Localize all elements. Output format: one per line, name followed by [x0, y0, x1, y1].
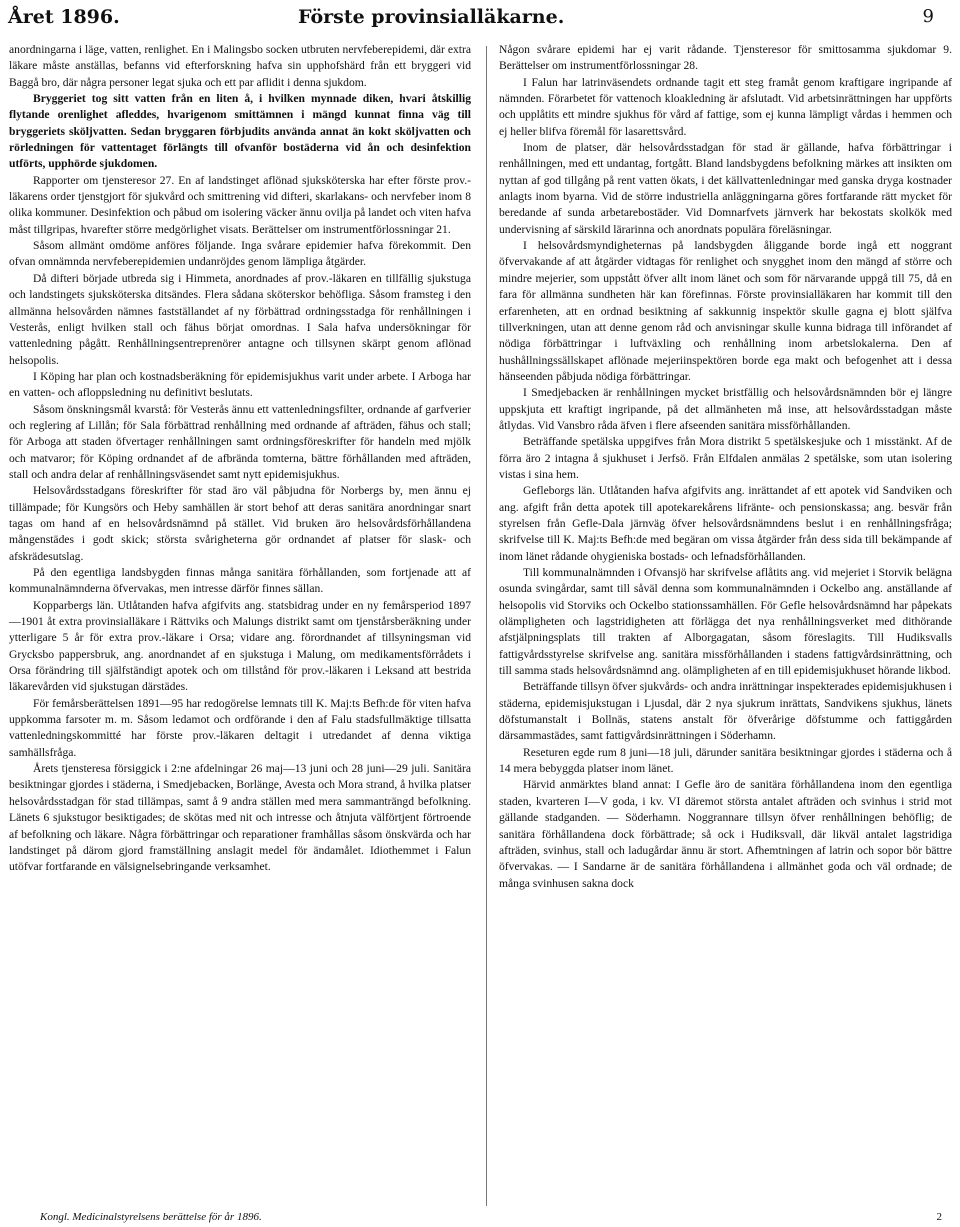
paragraph: Beträffande tillsyn öfver sjukvårds- och andra inrättningar inspekterades epidemisjukhusen i städerna, epidemisjukstugan i Ljusdal, där 2 nya sjukrum inrättats, Sandvikens sjukhus, länets döfstumanstalt i Bollnäs, statens anstalt för öfverårige döfstumme och fattiggården därsammastädes, samt fattigvårdsinrättningen i Söderhamn. — [499, 680, 952, 743]
paragraph: Gefleborgs län. Utlåtanden hafva afgifvits ang. inrättandet af ett apotek vid Sandviken och ang. afgift från detta apotek till apotekarekårens lifränte- och pensionskassa; ang. besvär från styrelsen från Gefle-Dala järnväg öfver helsovårdsnämndens beslut i en renhållningsfråga; skrifvelse till K. Maj:ts Befh:de med begäran om vissa åtgärder från dess sida till bekämpande af inom länet rådande ohygieniska bostads- och lefnadsförhållanden. — [499, 484, 952, 563]
left-column — [9, 42, 471, 876]
paragraph: På den egentliga landsbygden finnas många sanitära förhållanden, som fortjenade att af kommunalnämnderna öfvervakas, men intresse därför finnes sällan. — [9, 566, 471, 596]
footer-number: 2 — [936, 1211, 942, 1223]
footer-text: Kongl. Medicinalstyrelsens berättelse för år 1896. — [40, 1211, 262, 1223]
paragraph: I helsovårdsmyndigheternas på landsbygden åliggande borde ingå ett noggrant öfvervakande af att åtgärder vidtagas för renlighet och snygghet inom den mängd af större och mindre mejerier, som uppstått öfver allt inom länet och som för närvarande uppgå till 75, då en fara för allmänna sundheten här kan förefinnas. Förste provinsialläkaren har kommit till den erfarenheten, att en ordnad besiktning af sakkunnig inspektör skulle gagna ej blott själfva tillverkningen, utan att denne genom råd och anvisningar skulle kunna bidraga till införandet af nödiga förbättringar i luftväxling och renhållning inom arbetslokalerna. Den af hushållningssällskapet aflönade mejeriinspektören borde ega makt och befogenhet att i dessa hänseenden påbjuda nödiga förbättringar. — [499, 239, 952, 383]
page-number: 9 — [922, 6, 934, 27]
paragraph: Såsom allmänt omdöme anföres följande. Inga svårare epidemier hafva förekommit. Den ofvan omnämnda nervfeberepidemien undanröjdes genom lämpliga åtgärder. — [9, 239, 471, 269]
paragraph: anordningarna i läge, vatten, renlighet. En i Malingsbo socken utbruten nervfeberepidemi, där extra läkare måste anställas, befanns vid efterforskning hafva sin upphofshärd från ett bryggeri vid Baggå bro, där några personer legat sjuka och ett par aflidit i denna sjukdom. — [9, 43, 471, 89]
paragraph: Reseturen egde rum 8 juni—18 juli, därunder sanitära besiktningar gjordes i städerna och å 14 mera bebyggda platser inom länet. — [499, 745, 952, 776]
page-header — [8, 6, 952, 36]
page-footer — [40, 1211, 942, 1223]
column-divider — [486, 46, 487, 1206]
paragraph: Årets tjensteresa försiggick i 2:ne afdelningar 26 maj—13 juni och 28 juni—29 juli. Sanitära besiktningar gjordes i städerna, i Smedjebacken, Borlänge, Avesta och Mora strand, å hvilka platser helsovårdsstadgan för stad tillämpas, samt å 9 andra ställen med mera sammanträngd befolkning. Länets 6 sjukstugor besiktigades; de skötas med nit och intresse och åtnjuta välförtjent förtroende af befolkning och läkare. Några förbättringar och reparationer framhållas såsom önskvärda och har landstinget på därom gjord framställning anslagit medel för ändamålet. Idiothemmet i Falun utöfvar fortfarande en välsignelsebringande verksamhet. — [9, 762, 471, 874]
paragraph: Härvid anmärktes bland annat: I Gefle äro de sanitära förhållandena inom den egentliga staden, kvarteren I—V goda, i kv. VI däremot största antalet afträden och svinhus i strid mot gällande stadganden. — Söderhamn. Noggrannare tillsyn öfver renhållningen behöflig; de sanitära förhållandena dock förbättrade; så ock i Hudiksvall, där likväl antalet lagstridiga afträden, svinhus, stall och ladugårdar ännu är stort. Afhemtningen af latrin och sopor bör bättre öfvervakas. — I Sandarne är de sanitära förhållandena i allmänhet goda och väl ordnade; de många svinhusen sakna dock — [499, 778, 952, 890]
paragraph: Såsom önskningsmål kvarstå: för Vesterås ännu ett vattenledningsfilter, ordnande af garfverier och reglering af Lillån; för Sala förbättrad renhållning med ordnande af afträden, fähus och stall; för Arboga att staden öfvertager renhållningen samt ordningsföreskrifter för handeln med mjölk och matvaror; för Köping ordnandet af de afbrända tomterna, bättre förhållanden med afträden, stall och andra delar af renhållningsväsendet samt nytt epidemisjukhus. — [9, 402, 471, 481]
paragraph: Då difteri började utbreda sig i Himmeta, anordnades af prov.-läkaren en tillfällig sjukstuga och landstingets sjuksköterska ditsändes. Flera sådana sköterskor behöfliga. Såsom framsteg i den allmänna helsovården nämnes fastställandet af ny förbättrad ordningsstadga för renhållningen i Vesterås, enligt hvilken stall och fähus börjat omordnas. I Sala hafva undersökningar för vattenledning pågått. Renhållningsentreprenörer antagne och tillsynen skärpt genom aflönad helsopolis. — [9, 271, 471, 367]
header-title: Förste provinsialläkarne. — [298, 6, 565, 28]
paragraph: Någon svårare epidemi har ej varit rådande. Tjensteresor för smittosamma sjukdomar 9. Berättelser om instrumentförlossningar 28. — [499, 43, 952, 73]
paragraph: Till kommunalnämnden i Ofvansjö har skrifvelse aflåtits ang. vid mejeriet i Storvik belägna osunda svingårdar, samt till såväl denna som kommunalnämnden i Ockelbo ang. anställande af helsopolis vid Storviks och Ockelbo stationssamhällen. För Gefle helsovårdsnämnd har påpekats olämpligheten och lagstridigheten att förlägga det nya renhållningsverket med dithörande afstjälpningsplats till trakten af Alborgagatan, såsom föreslagits. Till Hudiksvalls fattigvårdsstyrelse skrifvelse ang. sanitära missförhållanden i stadens fattigvårdsinrättning, och till samma stads helsovårdsnämnd ang. olämpligheten af en till epidemisjukhuset hörande likbod. — [499, 566, 952, 678]
paragraph: Kopparbergs län. Utlåtanden hafva afgifvits ang. statsbidrag under en ny femårsperiod 1897—1901 åt extra provinsialläkare i Rättviks och Malungs distrikt samt om tjenstårsberäkning under ytterligare 5 år för extra prov.-läkare i Orsa; vidare ang. förordnandet af tillsyningsman vid Grycksbo pappersbruk, ang. anordnandet af en sjukstuga i Malung, om medikamentsförrådets i Orsa förändring till själfständigt apotek och om tillstånd för prov.-läkaren i Leksand att bestrida läkarevården vid sjukstugan därstädes. — [9, 598, 471, 694]
paragraph: Beträffande spetälska uppgifves från Mora distrikt 5 spetälskesjuke och 1 misstänkt. Af de förra äro 2 intagna å sjukhuset i Jerfsö. Från Elfdalen anmälas 2 spetälske, som utan isolering vistas i sina hem. — [499, 435, 952, 481]
header-year: Året 1896. — [8, 6, 120, 28]
paragraph: För femårsberättelsen 1891—95 har redogörelse lemnats till K. Maj:ts Befh:de för viten hafva uppkomma farsoter m. m. Såsom ledamot och ordförande i den af Falu stadsfullmäktige tillsatta vattenledningskommitté har förste prov.-läkaren deltagit i utredandet af denna viktiga samhällsfråga. — [9, 696, 471, 759]
paragraph: I Falun har latrinväsendets ordnande tagit ett steg framåt genom kraftigare ingripande af nämnden. Förarbetet för vattenoch kloakledning är afslutadt. Vid arbetsinrättningen har uppförts och upplåtits ett mindre sjukhus för vård af fattige, som ej kunna lämpligt vårdas i hemmen och ej heller blifva föremål för lasarettsvård. — [499, 75, 952, 138]
paragraph: Bryggeriet tog sitt vatten från en liten å, i hvilken mynnade diken, hvari åtskillig flytande orenlighet afleddes, hvarigenom smittämnen i mängd kunnat finna väg till bryggeriets sköljvatten. Sedan bryggaren förbjudits använda annat än kokt sköljvatten och rörledningen för vattentaget förlängts till ofvanför bostäderna vid ån och desinfektion utförts, upphörde sjukdomen. — [9, 92, 471, 171]
paragraph: Rapporter om tjensteresor 27. En af landstinget aflönad sjuksköterska har efter förste prov.-läkarens order tjenstgjort för sjukvård och smittrening vid difteri, skarlakans- och nervfeber inom 8 olika kommuner. Desinfektion och påbud om isolering väcker ännu ovilja på landet och viten hafva måst tillgripas, hvarefter större medgörlighet visats. Berättelser om instrumentförlossningar 21. — [9, 173, 471, 236]
right-column — [499, 42, 952, 892]
paragraph: Helsovårdsstadgans föreskrifter för stad äro väl påbjudna för Norbergs by, men ännu ej tillämpade; för Kungsörs och Heby samhällen är stort behof att deras sanitära anordningar snart tagas om hand af en helsovårdsnämnd på stället. Vid bruken äro helsovårdsförhållandena mångenstädes i godt skick; största svårigheterna gör ordnandet af platser för slask- och afskrädesutslag. — [9, 484, 471, 563]
paragraph: Inom de platser, där helsovårdsstadgan för stad är gällande, hafva förbättringar i renhållningen, med ett undantag, fortgått. Bland landsbygdens befolkning märkes att insikten om nyttan af god tillgång på rent vatten ökats, i det källvattenledningar med ganska dryga kostnader anlagts inom byarna. Vid de större industriella anläggningarna göres fortfarande rätt mycket för beredande af sunda arbetarebostäder. Vid Domnarfvets järnverk har bekostats skolkök med undervisning af särskild lärarinna och anordnats populära föreläsningar. — [499, 141, 952, 236]
paragraph: I Smedjebacken är renhållningen mycket bristfällig och helsovårdsnämnden bör ej längre uppskjuta ett kraftigt ingripande, på det allmänheten må inse, att helsovårdsstadgan måste åtlydas. Vid Vansbro råda äfven i flere afseenden sanitära missförhållanden. — [499, 386, 952, 432]
paragraph: I Köping har plan och kostnadsberäkning för epidemisjukhus varit under arbete. I Arboga har en vatten- och afloppsledning nu definitivt beslutats. — [9, 369, 471, 400]
